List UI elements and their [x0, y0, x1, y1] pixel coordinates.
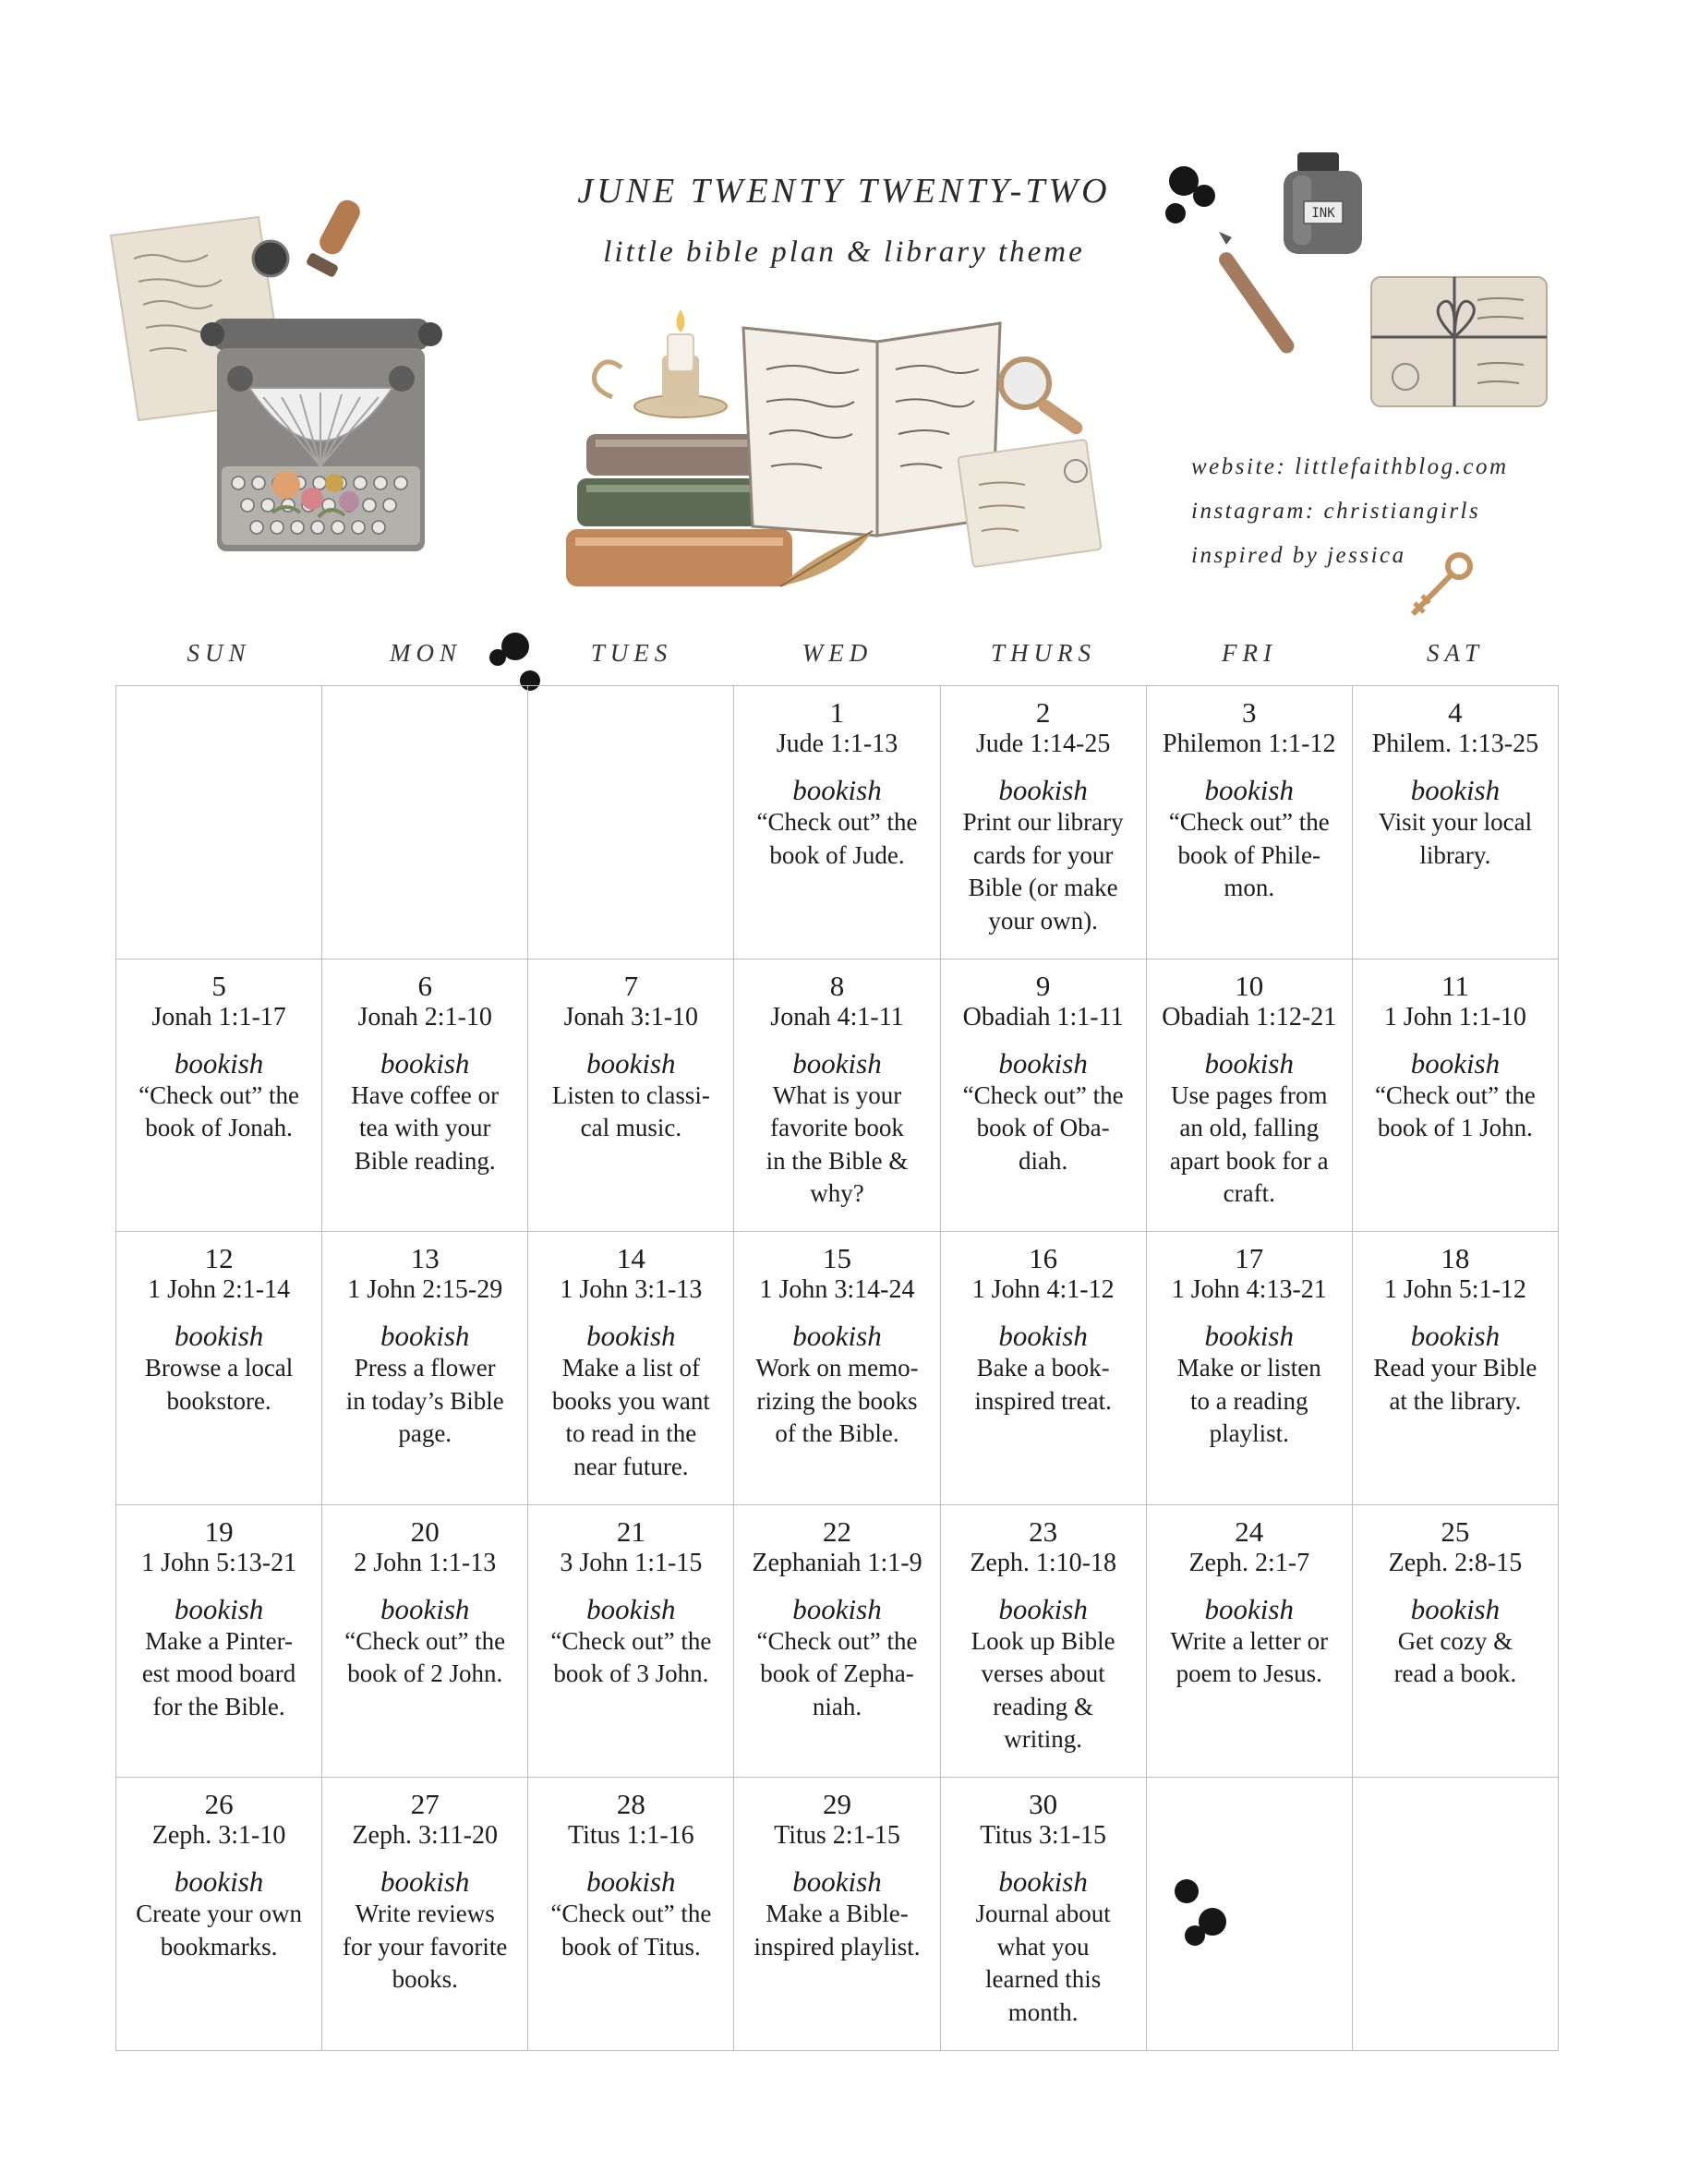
scripture-reference: 1 John 4:13-21: [1171, 1275, 1327, 1305]
activity-tag: bookish: [174, 1865, 264, 1899]
day-number: 4: [1448, 696, 1463, 729]
scripture-reference: 1 John 1:1-10: [1383, 1002, 1526, 1032]
activity-text: [946, 1625, 1140, 1756]
activity-line: est mood board: [141, 1659, 296, 1688]
activity-line: Make or listen: [1176, 1354, 1321, 1382]
day-number: 1: [829, 696, 845, 729]
activity-line: playlist.: [1209, 1419, 1289, 1448]
day-number: 10: [1235, 969, 1264, 1002]
scripture-reference: Titus 2:1-15: [774, 1821, 900, 1851]
activity-tag: bookish: [998, 1320, 1088, 1353]
empty-day-cell: [116, 686, 322, 959]
weekday-thurs: THURS: [990, 639, 1096, 667]
activity-line: books.: [392, 1965, 458, 1994]
calendar-day-cell: [528, 959, 734, 1233]
calendar-day-cell: [734, 1505, 940, 1779]
activity-line: book of 2 John.: [347, 1659, 503, 1688]
scripture-reference: 1 John 4:1-12: [971, 1275, 1115, 1305]
empty-day-cell: [528, 686, 734, 959]
day-number: 7: [623, 969, 639, 1002]
calendar-day-cell: [1353, 959, 1559, 1233]
activity-line: cards for your: [972, 840, 1114, 869]
activity-text: [534, 1625, 728, 1691]
scripture-reference: 1 John 3:14-24: [759, 1275, 915, 1305]
activity-line: favorite book: [770, 1114, 904, 1142]
activity-line: verses about: [981, 1659, 1105, 1688]
activity-line: inspired treat.: [974, 1386, 1112, 1415]
activity-line: “Check out” the: [756, 808, 918, 836]
activity-tag: bookish: [1204, 1046, 1294, 1080]
activity-text: [328, 1625, 522, 1691]
calendar-day-cell: [528, 1232, 734, 1505]
activity-line: book of 3 John.: [553, 1659, 709, 1688]
day-number: 9: [1035, 969, 1051, 1002]
calendar-day-cell: [116, 959, 322, 1233]
activity-text: [946, 1352, 1140, 1418]
magnifying-glass-icon: [1001, 359, 1085, 437]
page-title: JUNE TWENTY TWENTY-TWO: [577, 172, 1111, 211]
activity-line: Write a letter or: [1170, 1626, 1329, 1655]
activity-line: inspired playlist.: [754, 1932, 921, 1961]
activity-text: [1358, 1080, 1552, 1145]
activity-tag: bookish: [1410, 1046, 1501, 1080]
activity-tag: bookish: [174, 1592, 264, 1625]
calendar-day-cell: [528, 1778, 734, 2051]
activity-line: Listen to classi-: [551, 1080, 710, 1109]
calendar-day-cell: [116, 1232, 322, 1505]
activity-text: [740, 1352, 934, 1451]
day-number: 3: [1242, 696, 1257, 729]
calendar-day-cell: [1353, 1232, 1559, 1505]
activity-tag: bookish: [1410, 774, 1501, 806]
scripture-reference: Zeph. 3:1-10: [151, 1821, 286, 1851]
activity-line: in the Bible &: [766, 1146, 909, 1175]
weekday-tues: TUES: [590, 639, 673, 667]
empty-day-cell: [322, 686, 528, 959]
activity-tag: bookish: [792, 1865, 882, 1899]
activity-line: book of 1 John.: [1377, 1114, 1533, 1142]
calendar-day-cell: [116, 1505, 322, 1779]
activity-line: book of Jude.: [769, 840, 905, 869]
activity-text: [534, 1352, 728, 1483]
calendar-day-cell: [1147, 686, 1353, 959]
postcard-icon: [958, 440, 1101, 567]
scripture-reference: Obadiah 1:12-21: [1162, 1002, 1337, 1032]
day-number: 21: [616, 1514, 645, 1548]
scripture-reference: 3 John 1:1-15: [560, 1548, 703, 1577]
day-number: 23: [1029, 1514, 1058, 1548]
scripture-reference: 1 John 3:1-13: [560, 1275, 703, 1305]
calendar-day-cell: [734, 1778, 940, 2051]
weekday-sun: SUN: [187, 639, 251, 667]
activity-line: books you want: [551, 1386, 710, 1415]
activity-line: at the library.: [1389, 1386, 1522, 1415]
activity-tag: bookish: [998, 774, 1088, 806]
activity-line: learned this: [985, 1965, 1102, 1994]
activity-tag: bookish: [380, 1320, 470, 1353]
activity-line: book of Oba-: [976, 1114, 1110, 1142]
activity-line: “Check out” the: [550, 1626, 712, 1655]
calendar-day-cell: [941, 1232, 1147, 1505]
activity-line: niah.: [812, 1692, 862, 1720]
activity-line: of the Bible.: [775, 1419, 899, 1448]
day-number: 5: [211, 969, 226, 1002]
weekday-sat: SAT: [1426, 639, 1484, 667]
day-number: 29: [822, 1788, 851, 1821]
day-number: 30: [1029, 1788, 1058, 1821]
activity-text: [328, 1898, 522, 1997]
quill-feather-icon: [780, 531, 873, 586]
activity-tag: bookish: [1204, 1320, 1294, 1353]
activity-line: craft.: [1223, 1179, 1275, 1208]
activity-tag: bookish: [1410, 1592, 1501, 1625]
scripture-reference: Zeph. 2:8-15: [1388, 1548, 1523, 1577]
activity-line: Bible (or make: [968, 874, 1118, 901]
activity-tag: bookish: [586, 1865, 676, 1899]
calendar-day-cell: [322, 1232, 528, 1505]
activity-text: [122, 1080, 316, 1145]
activity-text: [946, 1898, 1140, 2029]
scripture-reference: Philem. 1:13-25: [1371, 730, 1539, 758]
day-number: 6: [417, 969, 432, 1002]
day-number: 11: [1441, 969, 1469, 1002]
activity-line: for your favorite: [342, 1932, 508, 1961]
activity-line: month.: [1007, 1997, 1079, 2026]
day-number: 22: [822, 1514, 851, 1548]
activity-tag: bookish: [174, 1046, 264, 1080]
activity-line: what you: [996, 1932, 1090, 1961]
calendar-day-cell: [734, 686, 940, 959]
instagram-text: instagram: christiangirls: [1191, 499, 1481, 524]
activity-text: [122, 1898, 316, 1963]
activity-line: to a reading: [1190, 1386, 1308, 1415]
activity-text: [1152, 1625, 1346, 1691]
activity-line: Get cozy &: [1397, 1626, 1513, 1655]
activity-line: Make a list of: [561, 1354, 700, 1382]
scripture-reference: Jonah 1:1-17: [151, 1002, 286, 1032]
activity-line: in today’s Bible: [345, 1386, 504, 1415]
calendar-day-cell: [941, 686, 1147, 959]
weekday-wed: WED: [802, 639, 874, 667]
activity-text: [946, 1080, 1140, 1178]
activity-line: to read in the: [565, 1419, 697, 1448]
activity-line: Use pages from: [1171, 1080, 1328, 1109]
weekday-mon: MON: [390, 639, 462, 667]
activity-line: “Check out” the: [550, 1900, 712, 1928]
scripture-reference: 2 John 1:1-13: [354, 1548, 497, 1577]
day-number: 20: [410, 1514, 440, 1548]
activity-line: “Check out” the: [756, 1626, 918, 1655]
scripture-reference: Zeph. 1:10-18: [970, 1548, 1116, 1577]
activity-text: [740, 1625, 934, 1724]
scripture-reference: 1 John 5:1-12: [1383, 1275, 1526, 1305]
activity-text: [946, 806, 1140, 937]
activity-text: [534, 1080, 728, 1145]
open-book-icon: [743, 323, 1000, 536]
activity-tag: bookish: [792, 1592, 882, 1625]
activity-line: book of Zepha-: [760, 1659, 914, 1688]
inspired-by-text: inspired by jessica: [1191, 543, 1406, 568]
day-number: 2: [1035, 696, 1051, 729]
weekday-fri: FRI: [1222, 639, 1277, 667]
activity-line: an old, falling: [1179, 1114, 1320, 1142]
empty-day-cell: [1147, 1778, 1353, 2051]
day-number: 15: [822, 1242, 851, 1275]
books-candle-illustration: [559, 305, 1108, 596]
activity-line: apart book for a: [1169, 1146, 1329, 1175]
activity-tag: bookish: [792, 774, 882, 806]
calendar-day-cell: [322, 1505, 528, 1779]
activity-tag: bookish: [1410, 1320, 1501, 1353]
scripture-reference: 1 John 5:13-21: [141, 1548, 297, 1577]
activity-line: reading &: [993, 1692, 1093, 1720]
scripture-reference: Philemon 1:1-12: [1163, 730, 1336, 758]
activity-tag: bookish: [998, 1046, 1088, 1080]
calendar-day-cell: [322, 1778, 528, 2051]
activity-line: Journal about: [975, 1900, 1111, 1928]
activity-line: cal music.: [580, 1114, 682, 1142]
activity-line: Print our library: [962, 808, 1124, 836]
activity-text: [328, 1352, 522, 1451]
activity-text: [1358, 1352, 1552, 1418]
activity-line: library.: [1419, 840, 1491, 869]
activity-line: read a book.: [1393, 1659, 1517, 1688]
activity-line: Work on memo-: [755, 1354, 919, 1382]
activity-line: “Check out” the: [139, 1080, 300, 1109]
activity-line: “Check out” the: [1168, 808, 1330, 836]
calendar-day-cell: [1353, 1505, 1559, 1779]
activity-line: Make a Bible-: [766, 1900, 909, 1928]
activity-line: book of Titus.: [561, 1932, 701, 1961]
activity-line: Visit your local: [1378, 808, 1533, 836]
calendar-day-cell: [734, 959, 940, 1233]
activity-text: [1152, 1080, 1346, 1211]
day-number: 24: [1235, 1514, 1264, 1548]
calendar-grid: [115, 685, 1559, 2051]
scripture-reference: Zeph. 2:1-7: [1188, 1548, 1310, 1577]
day-number: 17: [1235, 1242, 1264, 1275]
activity-line: page.: [398, 1419, 452, 1448]
ink-label: INK: [1311, 206, 1335, 221]
activity-tag: bookish: [1204, 1592, 1294, 1625]
activity-line: Bible reading.: [354, 1146, 496, 1175]
activity-line: rizing the books: [756, 1386, 918, 1415]
scripture-reference: Jonah 4:1-11: [770, 1002, 904, 1032]
activity-line: for the Bible.: [152, 1692, 285, 1720]
activity-line: book of Jonah.: [145, 1114, 293, 1142]
scripture-reference: Jonah 3:1-10: [563, 1002, 699, 1032]
activity-text: [534, 1898, 728, 1963]
activity-text: [1358, 1625, 1552, 1691]
activity-text: [122, 1352, 316, 1418]
scripture-reference: Titus 1:1-16: [568, 1821, 694, 1851]
calendar-day-cell: [528, 1505, 734, 1779]
activity-line: diah.: [1019, 1146, 1068, 1175]
activity-tag: bookish: [586, 1320, 676, 1353]
skeleton-key-icon: [1404, 549, 1477, 623]
activity-tag: bookish: [792, 1046, 882, 1080]
scripture-reference: Obadiah 1:1-11: [962, 1002, 1124, 1032]
activity-tag: bookish: [586, 1592, 676, 1625]
activity-text: [328, 1080, 522, 1178]
activity-tag: bookish: [586, 1046, 676, 1080]
activity-line: writing.: [1004, 1725, 1082, 1754]
scripture-reference: 1 John 2:15-29: [347, 1275, 503, 1305]
day-number: 28: [616, 1788, 645, 1821]
activity-tag: bookish: [380, 1046, 470, 1080]
scripture-reference: Jonah 2:1-10: [357, 1002, 492, 1032]
activity-line: “Check out” the: [1374, 1080, 1536, 1109]
scripture-reference: 1 John 2:1-14: [148, 1275, 291, 1305]
activity-line: poem to Jesus.: [1176, 1659, 1322, 1688]
activity-line: Create your own: [136, 1900, 303, 1928]
activity-line: “Check out” the: [962, 1080, 1124, 1109]
activity-line: Press a flower: [354, 1354, 496, 1382]
activity-text: [1152, 806, 1346, 905]
activity-line: Read your Bible: [1373, 1354, 1537, 1382]
activity-line: Write reviews: [355, 1900, 495, 1928]
calendar-day-cell: [1147, 959, 1353, 1233]
day-number: 26: [204, 1788, 234, 1821]
activity-line: “Check out” the: [344, 1626, 506, 1655]
scripture-reference: Jude 1:14-25: [975, 730, 1111, 758]
activity-text: [1152, 1352, 1346, 1451]
calendar-day-cell: [734, 1232, 940, 1505]
day-number: 16: [1029, 1242, 1058, 1275]
empty-day-cell: [1353, 1778, 1559, 2051]
activity-line: bookmarks.: [160, 1932, 278, 1961]
scripture-reference: Jude 1:1-13: [776, 730, 898, 758]
activity-text: [740, 1080, 934, 1211]
scripture-reference: Zephaniah 1:1-9: [752, 1548, 922, 1577]
activity-line: Make a Pinter-: [145, 1626, 294, 1655]
activity-tag: bookish: [998, 1592, 1088, 1625]
day-number: 14: [616, 1242, 645, 1275]
activity-tag: bookish: [1204, 774, 1294, 806]
day-number: 13: [410, 1242, 440, 1275]
activity-tag: bookish: [998, 1865, 1088, 1899]
activity-text: [1358, 806, 1552, 872]
activity-line: Look up Bible: [971, 1626, 1115, 1655]
activity-line: mon.: [1224, 874, 1275, 901]
calendar-day-cell: [1147, 1232, 1353, 1505]
activity-line: bookstore.: [166, 1386, 271, 1415]
activity-line: Browse a local: [144, 1354, 294, 1382]
calendar-day-cell: [116, 1778, 322, 2051]
activity-line: Have coffee or: [351, 1080, 500, 1109]
activity-line: near future.: [573, 1452, 689, 1480]
page-subtitle: little bible plan & library theme: [603, 235, 1085, 269]
activity-line: why?: [810, 1179, 864, 1208]
activity-text: [122, 1625, 316, 1724]
activity-line: your own).: [988, 906, 1098, 935]
parcel-icon: [1371, 277, 1547, 406]
day-number: 12: [204, 1242, 234, 1275]
activity-line: tea with your: [358, 1114, 491, 1142]
activity-text: [740, 1898, 934, 1963]
day-number: 19: [204, 1514, 234, 1548]
calendar-day-cell: [941, 1505, 1147, 1779]
day-number: 18: [1441, 1242, 1470, 1275]
activity-text: [740, 806, 934, 872]
activity-tag: bookish: [380, 1592, 470, 1625]
day-number: 25: [1441, 1514, 1470, 1548]
scripture-reference: Titus 3:1-15: [980, 1821, 1106, 1851]
activity-tag: bookish: [174, 1320, 264, 1353]
day-number: 27: [410, 1788, 440, 1821]
candle-icon: [594, 309, 727, 417]
calendar-day-cell: [322, 959, 528, 1233]
calendar-day-cell: [941, 959, 1147, 1233]
day-number: 8: [829, 969, 845, 1002]
calendar-day-cell: [1353, 686, 1559, 959]
scripture-reference: Zeph. 3:11-20: [352, 1821, 499, 1851]
activity-line: What is your: [772, 1080, 902, 1109]
activity-tag: bookish: [792, 1320, 882, 1353]
website-text: website: littlefaithblog.com: [1191, 454, 1509, 479]
activity-tag: bookish: [380, 1865, 470, 1899]
activity-line: Bake a book-: [976, 1354, 1110, 1382]
activity-line: book of Phile-: [1177, 840, 1321, 869]
calendar-day-cell: [941, 1778, 1147, 2051]
calendar-day-cell: [1147, 1505, 1353, 1779]
